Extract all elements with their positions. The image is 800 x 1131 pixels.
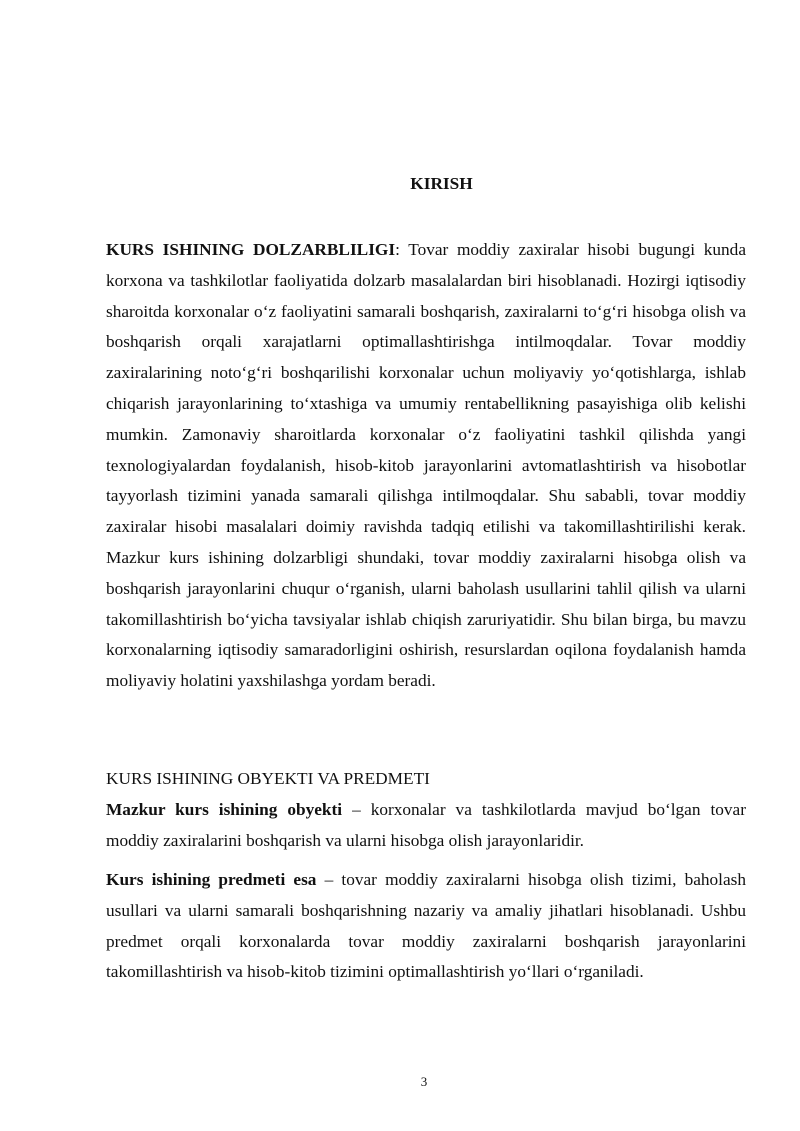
object-subject-heading: KURS ISHINING OBYEKTI VA PREDMETI bbox=[106, 769, 430, 788]
object-lead: Mazkur kurs ishining obyekti bbox=[106, 800, 343, 819]
subject-text: – tovar moddiy zaxiralarni hisobga olish tizimi, baholash usullari va ularni samarali boshqarishning nazariy va amaliy jihatlari hisoblanadi. Ushbu predmet orqali korxonalarda tovar moddiy zaxiralarni boshqarish jarayonlarini takomillashtirish va hisob-kitob tizimini optimallashtirish yo‘llari o‘rganiladi. bbox=[106, 870, 747, 982]
subject-lead: Kurs ishining predmeti esa bbox=[106, 870, 317, 889]
object-paragraph bbox=[106, 795, 746, 857]
relevance-heading: KURS ISHINING DOLZARBLILIGI bbox=[106, 240, 396, 259]
relevance-text: : Tovar moddiy zaxiralar hisobi bugungi kunda korxona va tashkilotlar faoliyatida dolzarb masalalardan biri hisoblanadi. Hozirgi iqtisodiy sharoitda korxonalar o‘z faoliyatini samarali boshqarish, zaxiralarni to‘g‘ri hisobga olish va boshqarish orqali xarajatlarni optimallashtirishga intilmoqdalar. Tovar moddiy zaxiralarining noto‘g‘ri boshqarilishi korxonalar uchun moliyaviy yo‘qotishlarga, ishlab chiqarish jarayonlarining to‘xtashiga va umumiy rentabellikning pasayishiga olib kelishi mumkin. Zamonaviy sharoitlarda korxonalar o‘z faoliyatini tashkil qilishda yangi texnologiyalardan foydalanish, hisob-kitob jarayonlarini avtomatlashtirish va hisobotlar tayyorlash tizimini yanada samarali qilishga intilmoqdalar. Shu sababli, tovar moddiy zaxiralar hisobi masalalari doimiy ravishda tadqiq etilishi va takomillashtirilishi kerak. Mazkur kurs ishining dolzarbligi shundaki, tovar moddiy zaxiralarni hisobga olish va boshqarish jarayonlarini chuqur o‘rganish, ularni baholash usullarini tahlil qilish va ularni takomillashtirish bo‘yicha tavsiyalar ishlab chiqish zaruriyatidir. Shu bilan birga, bu mavzu korxonalarning iqtisodiy samaradorligini oshirish, resurslardan oqilona foydalanish hamda moliyaviy holatini yaxshilashga yordam beradi. bbox=[106, 240, 746, 691]
subject-paragraph bbox=[106, 865, 746, 988]
page-title: KIRISH bbox=[410, 174, 473, 193]
object-text: – korxonalar va tashkilotlarda mavjud bo‘lgan tovar moddiy zaxiralarini boshqarish va ularni hisobga olish jarayonlaridir. bbox=[106, 800, 746, 850]
relevance-paragraph bbox=[106, 235, 746, 697]
page-number: 3 bbox=[420, 1074, 428, 1089]
